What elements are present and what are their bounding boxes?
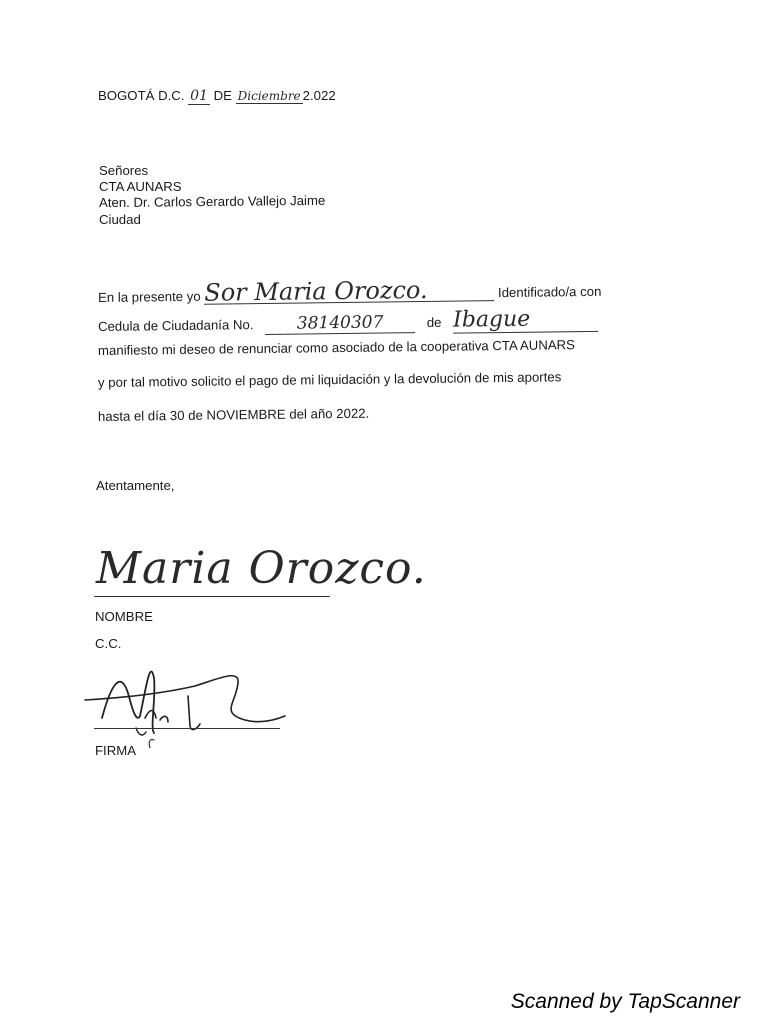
paragraph-line-2 [98,306,598,338]
paragraph-line-3: manifiesto mi deseo de renunciar como asociado de la cooperativa CTA AUNARS [97,337,576,358]
cedula-label: Cedula de Ciudadanía No. [97,317,254,334]
addressee-city: Ciudad [99,212,141,227]
handwritten-place: Ibague [453,306,598,334]
name-label: NOMBRE [95,609,153,624]
intro-text: En la presente yo [97,288,201,305]
handwritten-name: Sor Maria Orozco. [204,278,494,305]
cedula-de: de [426,314,442,330]
handwritten-signed-name: Maria Orozco. [96,543,427,594]
date-de: DE [213,88,232,103]
date-day: 01 [190,88,208,104]
addressee-company: CTA AUNARS [99,179,182,194]
paragraph-line-1 [98,277,602,306]
addressee-greeting: Señores [99,163,149,178]
cedula-number: 38140307 [265,312,415,335]
signature-underline [94,728,280,729]
date-year: 2.022 [302,88,336,103]
closing-salutation: Atentamente, [96,478,175,493]
date-line [98,88,336,105]
paragraph-line-4: y por tal motivo solicito el pago de mi liquidación y la devolución de mis aportes [97,369,562,390]
firma-label: FIRMA [95,743,137,758]
date-month: Diciembre [237,89,301,103]
identified-text: Identificado/a con [497,283,602,301]
addressee-attention: Aten. Dr. Carlos Gerardo Vallejo Jaime [98,192,326,211]
cc-label: C.C. [95,636,122,651]
name-underline [94,596,330,597]
paragraph-line-5: hasta el día 30 de NOVIEMBRE del año 2022. [97,405,370,424]
date-city: BOGOTÁ D.C. [98,88,185,103]
scanner-footer: Scanned by TapScanner [510,990,740,1013]
signature-icon [80,648,290,748]
